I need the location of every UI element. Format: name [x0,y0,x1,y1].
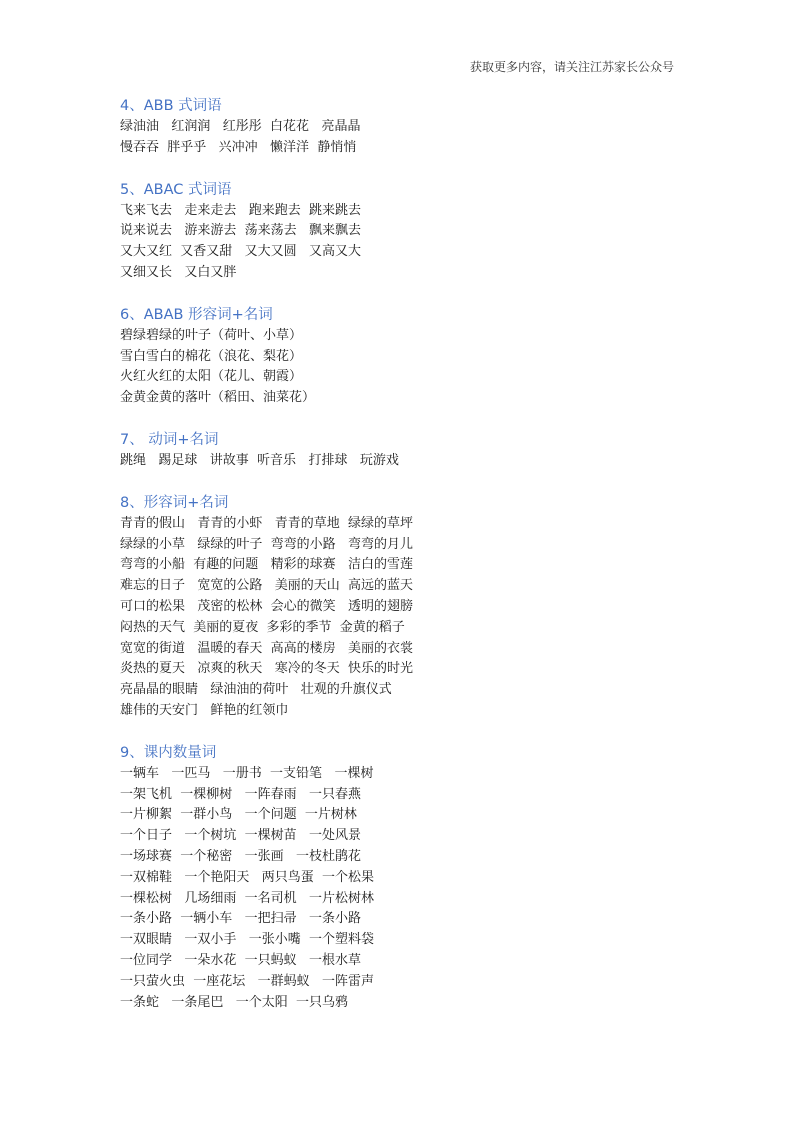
word-line: 一位同学 一朵水花 一只蚂蚁 一根水草 [120,952,362,968]
word-line: 又大又红 又香又甜 又大又圆 又高又大 [120,244,362,260]
word-line: 闷热的天气 美丽的夏夜 多彩的季节 金黄的稻子 [120,619,405,635]
word-line: 火红火红的太阳（花儿、朝霞） [120,369,303,385]
word-line: 炎热的夏天 凉爽的秋天 寒冷的冬天 快乐的时光 [120,661,414,677]
section-7 [120,430,680,472]
word-line: 绿油油 红润润 红彤彤 白花花 亮晶晶 [120,119,361,134]
section-6 [120,305,680,409]
section-9 [120,743,680,1014]
word-line: 飞来飞去 走来走去 跑来跑去 跳来跳去 [120,202,362,218]
section-title: 9、课内数量词 [120,744,217,761]
word-line: 青青的假山 青青的小虾 青青的草地 绿绿的草坪 [120,515,414,531]
word-line: 可口的松果 茂密的松林 会心的微笑 透明的翅膀 [120,598,414,614]
word-line: 宽宽的街道 温暖的春天 高高的楼房 美丽的衣裳 [120,640,414,656]
word-line: 雄伟的天安门 鲜艳的红领巾 [120,702,289,718]
section-title: 7、 动词+名词 [120,431,219,448]
word-line: 雪白雪白的棉花（浪花、梨花） [120,348,303,364]
header-note: 获取更多内容，请关注江苏家长公众号 [469,60,674,74]
word-line: 跳绳 踢足球 讲故事 听音乐 打排球 玩游戏 [120,452,399,468]
section-title: 8、形容词+名词 [120,494,229,511]
word-line: 一个日子 一个树坑 一棵树苗 一处风景 [120,828,362,844]
section-5 [120,180,680,284]
word-line: 一棵松树 几场细雨 一名司机 一片松树林 [120,890,375,906]
section-title: 6、ABAB 形容词+名词 [120,306,273,323]
word-line: 一条小路 一辆小车 一把扫帚 一条小路 [120,911,362,927]
word-line: 亮晶晶的眼睛 绿油油的荷叶 壮观的升旗仪式 [120,682,392,698]
section-8 [120,493,680,722]
word-line: 一架飞机 一棵柳树 一阵春雨 一只春燕 [120,786,362,802]
word-line: 难忘的日子 宽宽的公路 美丽的天山 高远的蓝天 [120,578,414,594]
word-line: 金黄金黄的落叶（稻田、油菜花） [120,390,316,406]
word-line: 又细又长 又白又胖 [120,264,237,280]
word-line: 碧绿碧绿的叶子（荷叶、小草） [120,327,303,343]
word-line: 说来说去 游来游去 荡来荡去 飘来飘去 [120,223,362,239]
word-line: 一场球赛 一个秘密 一张画 一枝杜鹃花 [120,848,362,864]
document-body [120,96,680,1034]
word-line: 一条蛇 一条尾巴 一个太阳 一只乌鸦 [120,994,349,1010]
word-line: 一片柳絮 一群小鸟 一个问题 一片树林 [120,807,357,823]
section-title: 5、ABAC 式词语 [120,181,232,198]
word-line: 一辆车 一匹马 一册书 一支铅笔 一棵树 [120,765,374,781]
section-4 [120,96,680,159]
word-line: 弯弯的小船 有趣的问题 精彩的球赛 洁白的雪莲 [120,557,414,573]
word-line: 一双眼睛 一双小手 一张小嘴 一个塑料袋 [120,932,375,948]
word-line: 一只萤火虫 一座花坛 一群蚂蚁 一阵雷声 [120,973,375,989]
word-line: 慢吞吞 胖乎乎 兴冲冲 懒洋洋 静悄悄 [120,139,357,155]
word-line: 一双棉鞋 一个艳阳天 两只鸟蛋 一个松果 [120,869,375,885]
word-line: 绿绿的小草 绿绿的叶子 弯弯的小路 弯弯的月儿 [120,536,414,552]
section-title: 4、ABB 式词语 [120,98,222,114]
